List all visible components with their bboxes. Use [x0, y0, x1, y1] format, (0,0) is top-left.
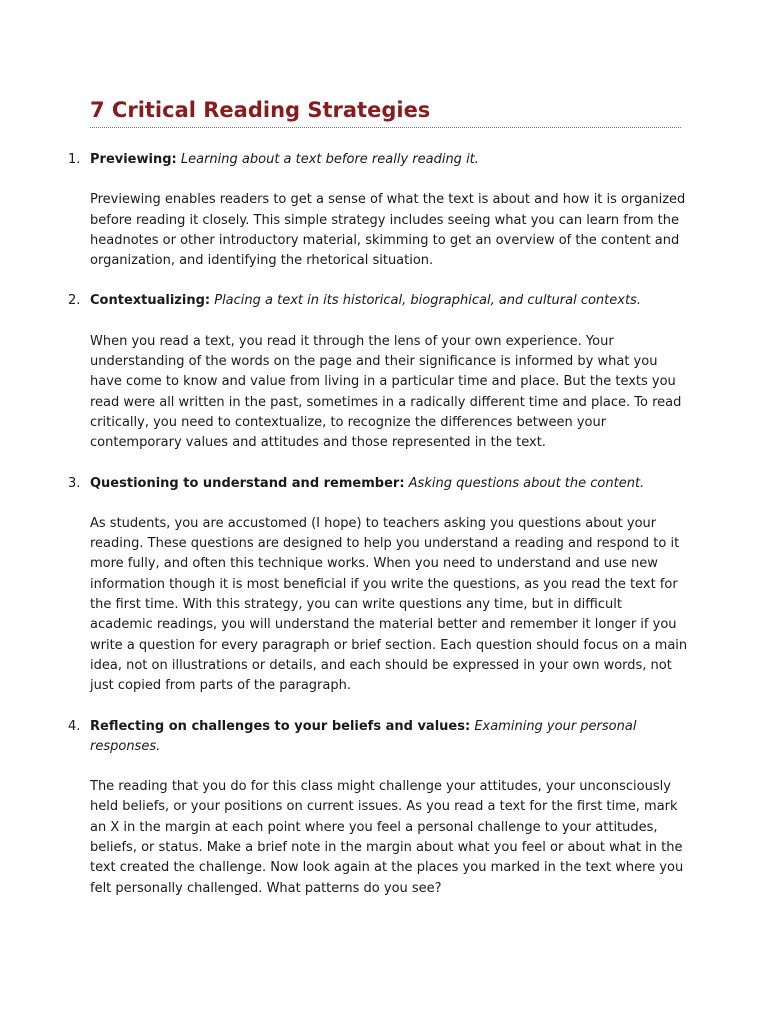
strategy-name: Previewing:	[90, 152, 177, 167]
strategy-number: 3.	[68, 475, 81, 491]
strategy-name: Questioning to understand and remember:	[90, 475, 405, 491]
strategy-description: Examining your personal responses.	[90, 718, 637, 754]
strategy-heading	[90, 474, 688, 494]
strategy-heading	[90, 291, 688, 311]
strategy-number: 2.	[68, 293, 81, 309]
strategy-item-contextualizing	[68, 291, 688, 453]
strategy-description: Placing a text in its historical, biographical, and cultural contexts.	[214, 293, 641, 309]
strategy-name: Contextualizing:	[90, 293, 211, 309]
strategy-heading	[90, 717, 688, 758]
strategy-body: The reading that you do for this class might challenge your attitudes, your unconsciously held beliefs, or your positions on current issues. As you read a text for the first time, mark an X in the margin at each point where you feel a personal challenge to your attitudes, beliefs, or status. Make a brief note in the margin about what you feel or about what in the text created the challenge. Now look again at the places you marked in the text where you felt personally challenged. What patterns do you see?	[90, 779, 684, 896]
strategy-number: 1.	[68, 152, 81, 167]
title-divider	[90, 127, 681, 128]
strategy-list	[68, 150, 688, 919]
strategy-body: When you read a text, you read it through the lens of your own experience. Your understanding of the words on the page and their significance is informed by what you have come to know and value from living in a particular time and place. But the texts you read were all written in the past, sometimes in a radically different time and place. To read critically, you need to contextualize, to recognize the differences between your contemporary values and attitudes and those represented in the text.	[90, 333, 682, 451]
strategy-item-reflecting	[68, 717, 688, 899]
strategy-number: 4.	[68, 718, 81, 734]
strategy-body: As students, you are accustomed (I hope) to teachers asking you questions about your reading. These questions are designed to help you understand a reading and respond to it more fully, and often this technique works. When you need to understand and use new information though it is most beneficial if you write the questions, as you read the text for the first time. With this strategy, you can write questions any time, but in difficult academic readings, you will understand the material better and remember it longer if you write a question for every paragraph or brief section. Each question should focus on a main idea, not on illustrations or details, and each should be expressed in your own words, not just copied from parts of the paragraph.	[90, 515, 688, 694]
strategy-item-questioning	[68, 474, 688, 697]
strategy-description: Learning about a text before really reading it.	[180, 152, 479, 167]
strategy-name: Reflecting on challenges to your beliefs and values:	[90, 718, 471, 734]
strategy-heading	[90, 150, 688, 170]
strategy-description: Asking questions about the content.	[408, 475, 645, 491]
strategy-item-previewing	[68, 150, 688, 271]
page-title: 7 Critical Reading Strategies	[90, 98, 431, 122]
strategy-body: Previewing enables readers to get a sense of what the text is about and how it is organized before reading it closely. This simple strategy includes seeing what you can learn from the headnotes or other introductory material, skimming to get an overview of the content and organization, and identifying the rhetorical situation.	[90, 192, 686, 269]
